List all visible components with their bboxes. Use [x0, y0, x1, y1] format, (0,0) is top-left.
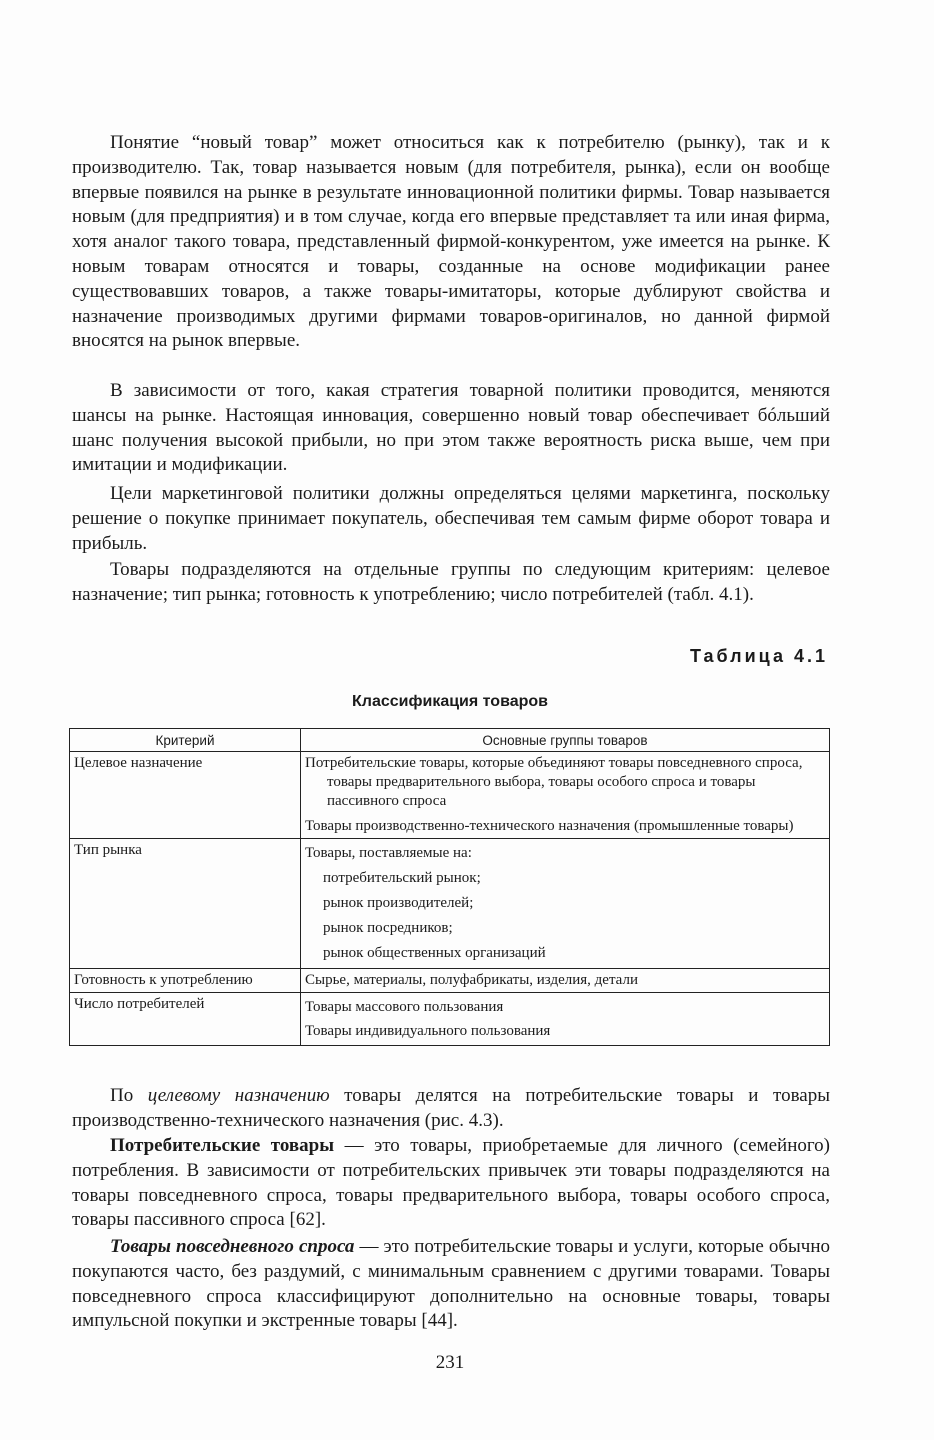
group-item: Товары массового пользования: [305, 999, 504, 1015]
bold-term: Потребительские товары: [110, 1135, 335, 1156]
bold-italic-term: Товары повседневного спроса: [110, 1236, 355, 1257]
paragraph-strategy: [72, 379, 830, 478]
paragraph-text: — это товары, приобретаемые для личного (семейного) потребления. В зависимости от потребительских привычек эти товары подразделяются на товары повседневного спроса, товары предварительного выбора, товары особого спроса, товары пассивного спроса [62].: [72, 1135, 831, 1231]
classification-table: [69, 728, 830, 1046]
criterion-cell: Тип рынка: [70, 839, 301, 969]
paragraph-text: Понятие “новый товар” может относиться как к потребителю (рынку), так и к производителю. Так, товар называется новым (для потребителя, рынка), если он вообще впервые появился на рынке в результате инновационной политики фирмы. Товар называется новым (для предприятия) и в том случае, когда его впервые представляет та или иная фирма, хотя аналог такого товара, представленный фирмой-конкурентом, уже имеется на рынке. К новым товарам относятся и товары, созданные на основе модификации ранее существовавших товаров, а также товары-имитаторы, которые дублируют свойства и назначение производимых другими фирмами товаров-оригиналов, но данной фирмой вносятся на рынок впервые.: [72, 132, 830, 352]
paragraph-everyday-goods: [72, 1235, 830, 1334]
group-item: Товары индивидуального пользования: [305, 1023, 551, 1039]
group-lead: Товары, поставляемые на:: [305, 845, 472, 861]
groups-cell: Сырье, материалы, полуфабрикаты, изделия, детали: [301, 969, 830, 993]
market-item: рынок производителей;: [323, 895, 474, 911]
table-number-label: Таблица 4.1: [689, 646, 828, 666]
page-number: 231: [435, 1352, 465, 1373]
criterion-cell: Целевое назначение: [70, 752, 301, 839]
paragraph-criteria: [72, 558, 830, 608]
group-item: Потребительские товары, которые объединяют товары повседневного спроса, товары предварительного выбора, товары особого спроса и товары пассивного спроса: [305, 755, 803, 809]
paragraph-consumer-goods: [72, 1134, 830, 1233]
market-item: рынок общественных организаций: [323, 945, 546, 961]
criterion-cell: Число потребителей: [70, 993, 301, 1046]
paragraph-text: По: [110, 1085, 148, 1106]
criterion-cell: Готовность к употреблению: [70, 969, 301, 993]
market-item: потребительский рынок;: [323, 870, 481, 886]
groups-cell: [301, 752, 830, 839]
paragraph-text: товары делятся на потребительские товары и товары производственно-технического назначения (рис. 4.3).: [72, 1085, 830, 1131]
header-groups: Основные группы товаров: [301, 729, 830, 752]
paragraph-text: Товары подразделяются на отдельные группы по следующим критериям: целевое назначение; тип рынка; готовность к употреблению; число потребителей (табл. 4.1).: [72, 559, 830, 605]
table-row: [70, 969, 830, 993]
table-row: [70, 752, 830, 839]
market-item: рынок посредников;: [323, 920, 453, 936]
paragraph-text: В зависимости от того, какая стратегия товарной политики проводится, меняются шансы на рынке. Настоящая инновация, совершенно новый товар обеспечивает бóльший шанс получения высокой прибыли, но при этом также вероятность риска выше, чем при имитации и модификации.: [72, 380, 830, 476]
paragraph-text: Цели маркетинговой политики должны определяться целями маркетинга, поскольку решение о покупке принимает покупатель, обеспечивая тем самым фирме оборот товара и прибыль.: [72, 483, 830, 554]
table-title: Классификация товаров: [352, 693, 548, 710]
paragraph-text: — это потребительские товары и услуги, которые обычно покупаются часто, без раздумий, с минимальным сравнением с другими товарами. Товары повседневного спроса классифицируют дополнительно на основные товары, товары импульсной покупки и экстренные товары [44].: [72, 1236, 831, 1332]
header-criterion: Критерий: [70, 729, 301, 752]
paragraph-new-product: [72, 131, 830, 354]
paragraph-goals: [72, 482, 830, 556]
table-row: [70, 993, 830, 1046]
paragraph-by-purpose: [72, 1084, 830, 1134]
groups-cell: [301, 993, 830, 1046]
group-item: Товары производственно-технического назначения (промышленные товары): [305, 818, 794, 834]
table-row: [70, 839, 830, 969]
table-header-row: [70, 729, 830, 752]
groups-cell: [301, 839, 830, 969]
emphasis-term: целевому назначению: [147, 1085, 330, 1106]
